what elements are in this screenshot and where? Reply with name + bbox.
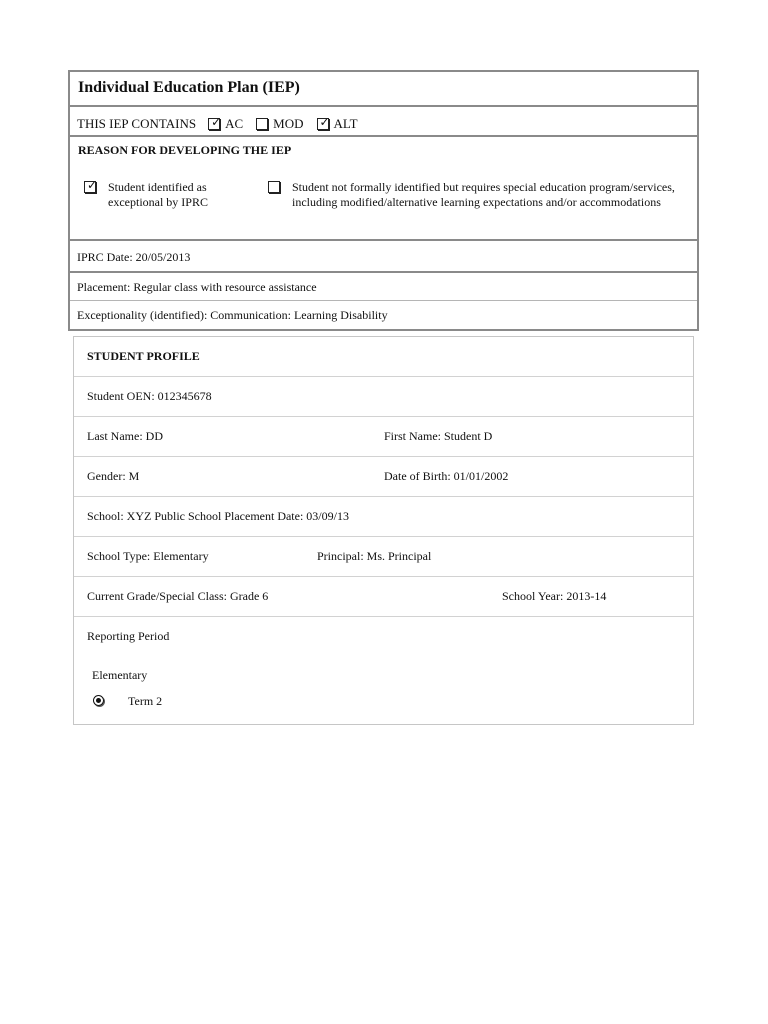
exceptionality: Exceptionality (identified): Communication: Learning Disability [77, 308, 388, 322]
option-mod-label: MOD [273, 116, 304, 131]
option-alt[interactable] [317, 116, 358, 132]
school-type-row [74, 537, 693, 577]
gender: Gender: M [87, 469, 140, 483]
first-name: First Name: Student D [384, 429, 493, 443]
term-2-label: Term 2 [128, 694, 163, 708]
option-mod[interactable] [256, 116, 303, 132]
school-type: School Type: Elementary [87, 549, 209, 563]
reporting-period-label: Reporting Period [87, 629, 170, 643]
term-2-option[interactable] [93, 695, 104, 710]
checkbox-checked-icon[interactable]: ✓ [84, 181, 96, 193]
student-profile [73, 336, 694, 725]
gender-dob-row [74, 457, 693, 497]
school-placement: School: XYZ Public School Placement Date: 03/09/13 [87, 509, 349, 523]
reporting-level: Elementary [92, 668, 148, 682]
school-row [74, 497, 693, 537]
checkbox-empty-icon[interactable] [256, 118, 268, 130]
grade-row [74, 577, 693, 617]
option-alt-label: ALT [333, 116, 358, 131]
reason-option-identified-text: Student identified as exceptional by IPRC [108, 180, 208, 209]
iep-contains-label: THIS IEP CONTAINS [77, 116, 197, 131]
iep-contains-row [70, 107, 697, 137]
date-of-birth: Date of Birth: 01/01/2002 [384, 469, 509, 483]
checkbox-checked-icon[interactable]: ✓ [317, 118, 329, 130]
checkbox-checked-icon[interactable]: ✓ [208, 118, 220, 130]
profile-heading-row [74, 337, 693, 377]
profile-heading: STUDENT PROFILE [87, 349, 200, 363]
school-year: School Year: 2013-14 [502, 589, 607, 603]
iep-form-box [68, 70, 699, 331]
reason-option-not-identified-text: Student not formally identified but requires special education program/services, including modified/alternative learning expectations and/or accommodations [292, 180, 675, 209]
form-title: Individual Education Plan (IEP) [70, 72, 697, 107]
reason-option-identified[interactable] [84, 180, 234, 210]
reason-section [70, 137, 697, 241]
name-row [74, 417, 693, 457]
reason-heading: REASON FOR DEVELOPING THE IEP [78, 143, 292, 157]
principal: Principal: Ms. Principal [317, 549, 432, 563]
reason-option-not-identified[interactable] [268, 180, 688, 210]
option-ac-label: AC [225, 116, 244, 131]
student-oen: Student OEN: 012345678 [87, 389, 212, 403]
option-ac[interactable] [208, 116, 243, 132]
placement: Placement: Regular class with resource assistance [70, 273, 697, 301]
oen-row [74, 377, 693, 417]
current-grade: Current Grade/Special Class: Grade 6 [87, 589, 269, 603]
checkbox-empty-icon[interactable] [268, 181, 280, 193]
reporting-period-row [74, 617, 693, 762]
iprc-date: IPRC Date: 20/05/2013 [70, 241, 697, 273]
radio-selected-icon[interactable] [93, 695, 104, 706]
last-name: Last Name: DD [87, 429, 163, 443]
